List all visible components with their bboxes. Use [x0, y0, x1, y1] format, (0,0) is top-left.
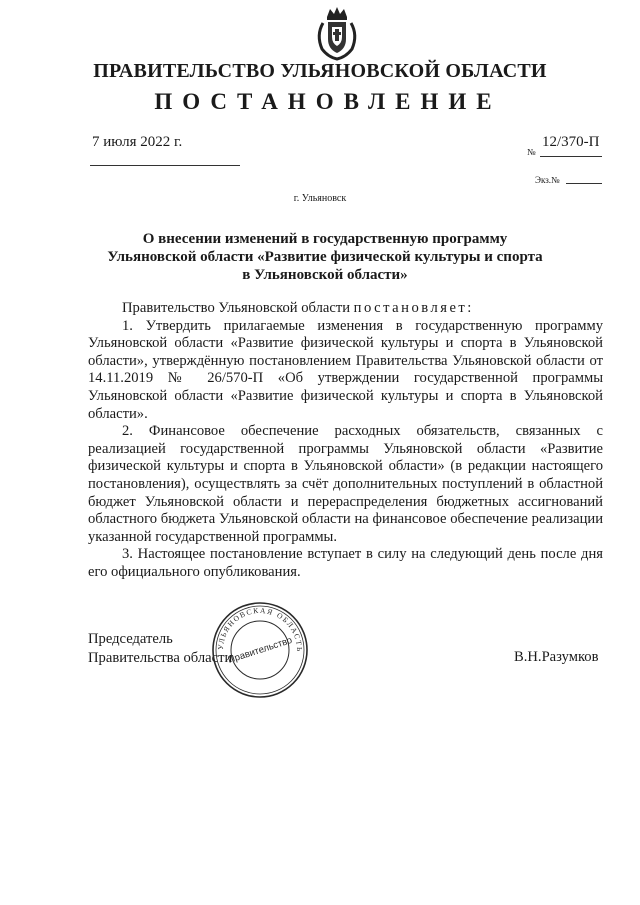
subject-line: в Ульяновской области» — [242, 267, 408, 283]
signer-title-line: Председатель — [88, 631, 173, 647]
document-subject — [100, 230, 550, 284]
subject-line: Ульяновской области «Развитие физической культуры и спорта — [107, 249, 543, 265]
intro-paragraph — [88, 300, 603, 318]
stamp-center-text: Правительство — [226, 634, 294, 667]
document-city: г. Ульяновск — [293, 193, 347, 204]
document-date: 7 июля 2022 г. — [92, 134, 183, 150]
number-underline — [540, 156, 602, 157]
coat-of-arms-icon — [314, 5, 360, 61]
copy-number-underline — [566, 183, 602, 184]
paragraph-1: 1. Утвердить прилагаемые изменения в государственную программу Ульяновской области «Развитие физической культуры и спорта в Ульяновской области», утверждённую постановлением Правительства Ульяновской области от 14.11.2019 № 26/570-П «Об утверждении государственной программы Ульяновской области «Развитие физической культуры и спорта в Ульяновской области». — [88, 317, 603, 422]
signer-title-line: Правительства области — [88, 650, 233, 666]
official-stamp — [210, 600, 310, 700]
date-underline — [90, 165, 240, 166]
paragraph-2: 2. Финансовое обеспечение расходных обязательств, связанных с реализацией государственной программы Ульяновской области «Развитие физической культуры и спорта в Ульяновской области» (в редакции настоящего постановления), осуществлять за счёт дополнительных поступлений в областной бюджет Ульяновской области и перераспределения бюджетных ассигнований областного бюджета Ульяновской области на финансовое обеспечение реализации указанной государственной программы. — [88, 423, 603, 545]
subject-line: О внесении изменений в государственную программу — [142, 231, 508, 247]
signer-name: В.Н.Разумков — [514, 649, 599, 665]
intro-resolves: постановляет: — [353, 300, 474, 316]
stamp-ring-text: УЛЬЯНОВСКАЯ ОБЛАСТЬ — [215, 605, 305, 653]
government-title: ПРАВИТЕЛЬСТВО УЛЬЯНОВСКОЙ ОБЛАСТИ — [93, 60, 547, 82]
copy-number-label: Экз.№ — [535, 175, 560, 185]
document-type-title: ПОСТАНОВЛЕНИЕ — [154, 89, 502, 114]
number-sign: № — [527, 147, 536, 157]
paragraph-3: 3. Настоящее постановление вступает в силу на следующий день после дня его официального опубликования. — [88, 546, 603, 580]
intro-prefix: Правительство Ульяновской области — [122, 300, 354, 316]
document-number: 12/370-П — [542, 134, 600, 150]
document-body — [88, 300, 603, 582]
